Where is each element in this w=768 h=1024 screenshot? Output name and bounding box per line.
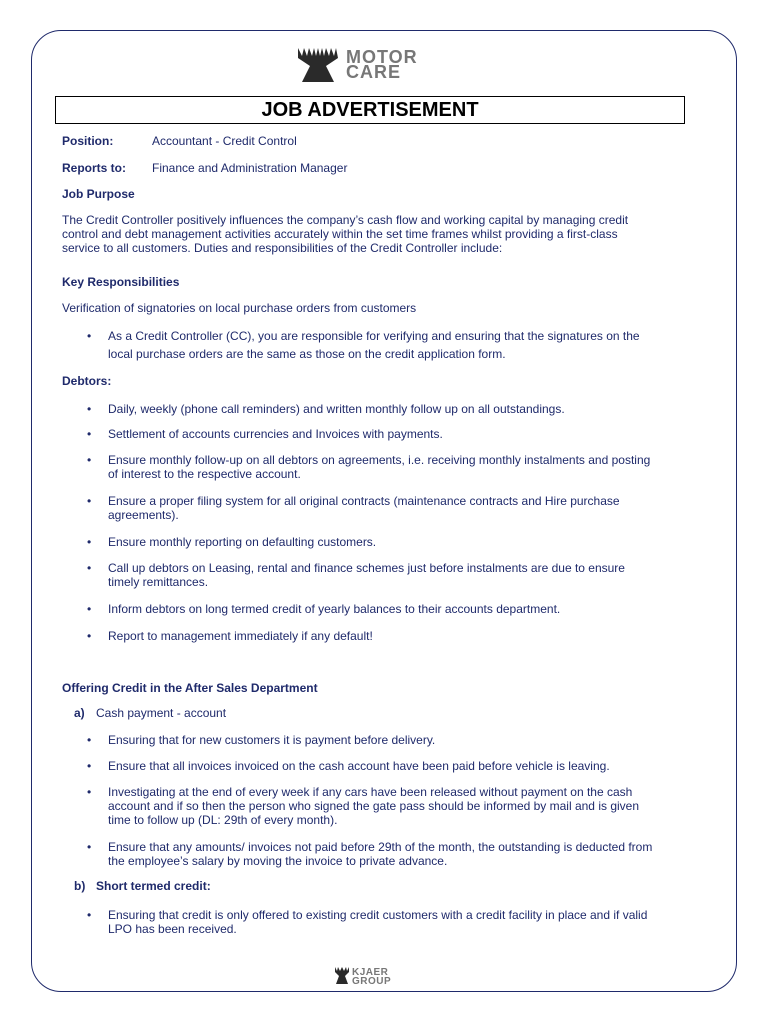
footer-logo-text: KJAER GROUP [352,967,392,987]
page-title: JOB ADVERTISEMENT [55,96,685,124]
list-item: • Ensuring that credit is only offered to existing credit customers with a credit facility in place and if valid LPO has been received. [87,908,648,936]
position-label: Position: [62,134,114,148]
kjaer-group-logo [334,966,414,988]
position-row [62,134,297,148]
job-purpose-heading: Job Purpose [62,187,135,201]
subsection-a: a) Cash payment - account [74,706,227,720]
reports-to-row [62,161,347,175]
crown-logo-icon [334,966,350,986]
list-item: • Ensure monthly reporting on defaulting customers. [87,535,377,549]
job-purpose-paragraph: The Credit Controller positively influences the company’s cash flow and working capital by managing credit control and debt management activities accurately within the set time frames whilst providing a first-class service to all customers. Duties and responsibilities of the Credit Controller include: [62,213,629,255]
list-item: • Report to management immediately if any default! [87,629,373,643]
key-responsibilities-heading: Key Responsibilities [62,275,180,289]
list-item: • Ensure monthly follow-up on all debtors on agreements, i.e. receiving monthly instalments and posting of interest to the respective account. [87,453,651,481]
reports-to-value: Finance and Administration Manager [152,161,348,175]
list-item: • Inform debtors on long termed credit of yearly balances to their accounts department. [87,602,561,616]
crown-logo-icon [296,46,340,86]
list-item: • Ensure that any amounts/ invoices not paid before 29th of the month, the outstanding is deducted from the employee’s salary by moving the invoice to private advance. [87,840,653,868]
reports-to-label: Reports to: [62,161,126,175]
list-item: • Daily, weekly (phone call reminders) and written monthly follow up on all outstandings. [87,402,565,416]
list-item: • Ensure that all invoices invoiced on the cash account have been paid before vehicle is leaving. [87,759,610,773]
key-responsibilities-intro: Verification of signatories on local purchase orders from customers [62,301,417,315]
debtors-heading: Debtors: [62,374,112,388]
list-item: • Ensure a proper filing system for all original contracts (maintenance contracts and Hire purchase agreements). [87,494,620,522]
list-item: • Call up debtors on Leasing, rental and finance schemes just before instalments are due to ensure timely remittances. [87,561,625,589]
list-item: • As a Credit Controller (CC), you are responsible for verifying and ensuring that the signatures on the local purchase orders are the same as those on the credit application form. [87,329,640,361]
list-item: • Ensuring that for new customers it is payment before delivery. [87,733,436,747]
offering-credit-heading: Offering Credit in the After Sales Department [62,681,318,695]
logo-text: MOTOR CARE [346,47,418,82]
subsection-b: b) Short termed credit: [74,879,211,893]
list-item: • Settlement of accounts currencies and Invoices with payments. [87,427,443,441]
list-item: • Investigating at the end of every week if any cars have been released without payment on the cash account and if so then the person who signed the gate pass should be informed by mail and is given time to follow up (DL: 29th of every month). [87,785,640,827]
position-value: Accountant - Credit Control [152,134,297,148]
motor-care-logo [296,46,446,86]
